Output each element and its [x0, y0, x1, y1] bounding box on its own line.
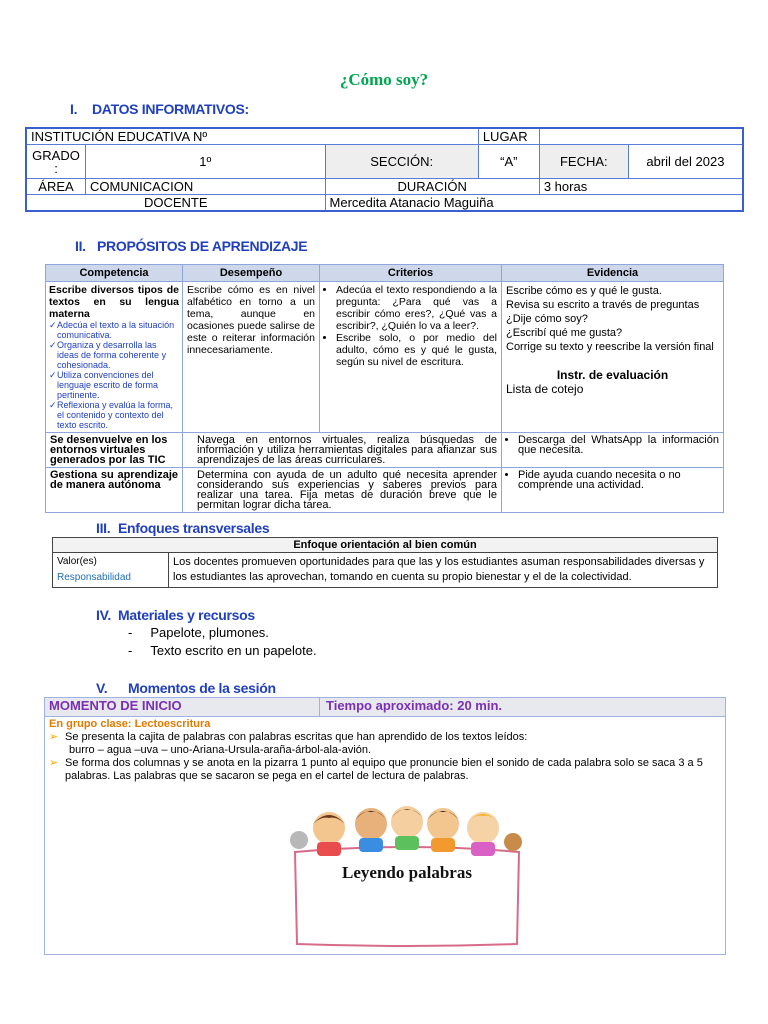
header-desempeno: Desempeño	[183, 265, 320, 282]
criterio-item: • Escribe solo, o por medio del adulto, cómo es y qué le gusta, según su nivel de escritura.	[336, 332, 497, 368]
area-label: ÁREA	[26, 179, 86, 195]
fecha-value: abril del 2023	[628, 145, 743, 179]
valor-value: Responsabilidad	[57, 572, 131, 583]
section-3-heading: III. Enfoques transversales	[96, 520, 270, 536]
capacidad-item: ✓ Organiza y desarrolla las ideas de forma coherente y cohesionada.	[49, 340, 179, 370]
arrow-icon: ➢	[49, 731, 59, 743]
section-4-heading: IV. Materiales y recursos	[96, 607, 255, 623]
valor-label: Valor(es)	[57, 556, 97, 567]
material-item-2: - Texto escrito en un papelote.	[128, 643, 317, 658]
evidencia-line: Corrige su texto y reescribe la versión final	[506, 341, 714, 353]
momento-inicio-label: MOMENTO DE INICIO	[45, 698, 320, 716]
section-1-heading: I. DATOS INFORMATIVOS:	[70, 101, 249, 117]
capacidad-item: ✓ Reflexiona y evalúa la forma, el contenido y contexto del texto escrito.	[49, 400, 179, 430]
area-value: COMUNICACION	[86, 179, 326, 195]
instrumento-title: Instr. de evaluación	[556, 368, 669, 382]
evidencia-line: ¿Escribí qué me gusta?	[506, 327, 623, 339]
enfoques-table	[52, 537, 718, 588]
header-criterios: Criterios	[320, 265, 502, 282]
propositos-table	[45, 264, 724, 513]
evidencia-line: ¿Dije cómo soy?	[506, 313, 588, 325]
desempeno-3: Determina con ayuda de un adulto qué necesita aprender considerando sus experiencias y saberes previos para realizar una tarea. Fija metas de duración breve que le permitan lograr dicha tarea.	[183, 468, 502, 513]
arrow-icon: ➢	[49, 757, 59, 769]
evidencia-line: Escribe cómo es y qué le gusta.	[506, 285, 662, 297]
desempeno-1: Escribe cómo es en nivel alfabético en torno a un tema, aunque en ocasiones puede salirse de este o reiterar información innecesariamente.	[183, 282, 320, 433]
cartel-title: Leyendo palabras	[342, 863, 472, 882]
competencia-1-title: Escribe diversos tipos de textos en su lengua materna	[49, 284, 179, 320]
header-competencia: Competencia	[46, 265, 183, 282]
lugar-label: LUGAR	[478, 128, 539, 145]
tiempo-aproximado: Tiempo aproximado: 20 min.	[326, 698, 503, 713]
competencia-2: Se desenvuelve en los entornos virtuales generados por las TIC	[46, 433, 183, 468]
duracion-label: DURACIÓN	[325, 179, 539, 195]
paragraph-1: Se presenta la cajita de palabras con palabras escritas que han aprendido de los textos leídos:	[65, 731, 528, 743]
docente-value: Mercedita Atanacio Maguiña	[325, 195, 743, 212]
desempeno-2: Navega en entornos virtuales, realiza búsquedas de información y utiliza herramientas digitales para afianzar sus aprendizajes de las áreas curriculares.	[183, 433, 502, 468]
datos-table	[25, 127, 744, 212]
material-item-1: - Papelote, plumones.	[128, 625, 269, 640]
cartel-illustration	[289, 798, 525, 948]
capacidad-item: ✓ Utiliza convenciones del lenguaje escrito de forma pertinente.	[49, 370, 179, 400]
competencia-3: Gestiona su aprendizaje de manera autónoma	[46, 468, 183, 513]
competencia-1-capacidades	[49, 320, 179, 430]
word-list: burro – agua –uva – uno-Ariana-Ursula-araña-árbol-ala-avión.	[69, 744, 372, 756]
section-5-heading: V. Momentos de la sesión	[96, 680, 276, 696]
duracion-value: 3 horas	[539, 179, 743, 195]
evidencia-line: Revisa su escrito a través de preguntas	[506, 299, 700, 311]
docente-label: DOCENTE	[26, 195, 325, 212]
institucion-label: INSTITUCIÓN EDUCATIVA Nº	[26, 128, 478, 145]
criterio-item: • Adecúa el texto respondiendo a la pregunta: ¿Para qué vas a escribir cómo eres?, ¿Qué vas a escribir?, ¿Quién lo va a leer?.	[336, 284, 497, 332]
paragraph-2: Se forma dos columnas y se anota en la pizarra 1 punto al equipo que pronuncie bien el sonido de cada palabra solo se saca 3 a 5 palabras. Las palabras que se sacaron se pega en el cartel de lectura de palabras.	[65, 757, 703, 782]
criterios-1-list	[324, 284, 497, 368]
instrumento-value: Lista de cotejo	[506, 382, 584, 396]
seccion-label: SECCIÓN:	[325, 145, 478, 179]
evidencia-3: • Pide ayuda cuando necesita o no comprende una actividad.	[518, 470, 719, 490]
capacidad-item: ✓ Adecúa el texto a la situación comunicativa.	[49, 320, 179, 340]
fecha-label: FECHA:	[539, 145, 628, 179]
page-title: ¿Cómo soy?	[339, 70, 429, 89]
kids-illustration	[289, 798, 525, 948]
section-2-heading: II. PROPÓSITOS DE APRENDIZAJE	[75, 238, 308, 254]
momento-inicio-box	[44, 697, 726, 955]
enfoque-text: Los docentes promueven oportunidades para que las y los estudiantes asuman responsabilidades diversas y los estudiantes las aprovechan, tomando en cuenta su propio bienestar y el de la colectividad.	[169, 553, 718, 588]
grado-value: 1º	[86, 145, 326, 179]
grado-label: GRADO :	[26, 145, 86, 179]
lugar-value	[539, 128, 743, 145]
grupo-clase-label: En grupo clase: Lectoescritura	[49, 718, 211, 730]
seccion-value: “A”	[478, 145, 539, 179]
enfoque-header: Enfoque orientación al bien común	[53, 538, 718, 553]
header-evidencia: Evidencia	[502, 265, 724, 282]
evidencia-2: • Descarga del WhatsApp la información que necesita.	[518, 435, 719, 455]
